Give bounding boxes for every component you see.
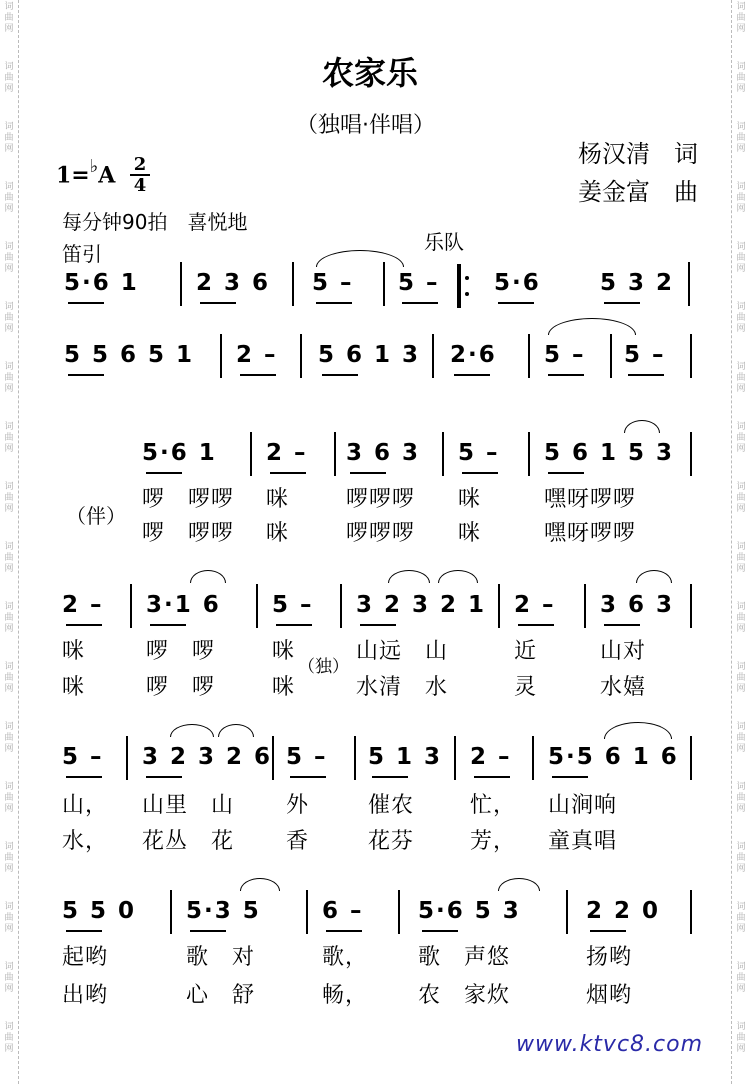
measure-notes: 5 6 1 5 3 [544, 440, 675, 466]
watermark-text: 词曲网 [4, 1022, 14, 1054]
rhythm-underline [548, 374, 584, 376]
site-logo-text: www.ktvc8.com [516, 1032, 704, 1057]
rhythm-underline [270, 472, 306, 474]
rhythm-underline [240, 374, 276, 376]
rhythm-underline [322, 374, 358, 376]
rhythm-underline [462, 472, 498, 474]
rhythm-underline [360, 624, 396, 626]
lyric-verse-1: 山远 山 [356, 639, 449, 664]
rhythm-underline [548, 472, 584, 474]
measure-notes: 5·5 6 1 6 [548, 744, 679, 770]
measure-notes: 5 – [62, 744, 104, 770]
measure-notes: 5 5 0 [62, 898, 137, 924]
barline [220, 334, 222, 378]
watermark-text: 词曲网 [736, 662, 746, 694]
measure-notes: 5 – [286, 744, 328, 770]
measure-notes: 3 6 3 [600, 592, 675, 618]
measure-notes: 5 – [272, 592, 314, 618]
rhythm-underline [604, 624, 640, 626]
watermark-text: 词曲网 [4, 422, 14, 454]
slur [636, 570, 672, 583]
barline [292, 262, 294, 306]
lyric-verse-1: 近 [514, 639, 538, 664]
watermark-text: 词曲网 [736, 962, 746, 994]
barline [340, 584, 342, 628]
watermark-text: 词曲网 [736, 122, 746, 154]
lyric-verse-1: 扬哟 [586, 945, 633, 970]
measure-notes: 5 6 1 3 [318, 342, 421, 368]
measure-notes: 5 1 3 [368, 744, 443, 770]
time-signature-bottom: 4 [133, 175, 147, 196]
watermark-text: 词曲网 [736, 302, 746, 334]
lyric-verse-2: 花丛 花 [142, 829, 235, 854]
measure-notes: 5 – [544, 342, 586, 368]
measure-notes: 2 – [470, 744, 512, 770]
rhythm-underline [66, 624, 102, 626]
barline [300, 334, 302, 378]
watermark-text: 词曲网 [736, 62, 746, 94]
lyric-verse-2: 啰 啰啰 [142, 521, 235, 546]
rhythm-underline [590, 930, 626, 932]
measure-notes: 5 – [624, 342, 666, 368]
barline [584, 584, 586, 628]
lyric-verse-1: 山对 [600, 639, 647, 664]
measure-notes: 5 3 2 [600, 270, 675, 296]
lyric-verse-2: 农 家炊 [418, 983, 511, 1008]
measure-notes: 2 – [236, 342, 278, 368]
barline [354, 736, 356, 780]
band-label: 乐队 [424, 230, 464, 254]
time-signature [130, 156, 150, 194]
barline [383, 262, 385, 306]
lyric-verse-2: 咪 [272, 675, 296, 700]
time-signature-top: 2 [133, 154, 147, 175]
slur [240, 878, 280, 891]
lyric-verse-1: 啰 啰 [146, 639, 216, 664]
song-subtitle: （独唱·伴唱） [296, 113, 435, 138]
rhythm-underline [66, 930, 102, 932]
key-note: A [98, 162, 116, 189]
intro-label: 笛引 [62, 242, 102, 266]
rhythm-underline [190, 930, 226, 932]
rhythm-underline [422, 930, 458, 932]
flat-sign: ♭ [89, 156, 99, 177]
watermark-text: 词曲网 [736, 242, 746, 274]
lyric-verse-2: 啰啰啰 [346, 521, 416, 546]
rhythm-underline [604, 302, 640, 304]
key-signature [56, 158, 115, 188]
rhythm-underline [498, 302, 534, 304]
barline [170, 890, 172, 934]
measure-notes: 5·3 5 [186, 898, 261, 924]
barline [126, 736, 128, 780]
barline [398, 890, 400, 934]
lyric-verse-1: 啰啰啰 [346, 487, 416, 512]
measure-notes: 3 2 3 2 1 [356, 592, 487, 618]
key-prefix: 1= [56, 162, 90, 189]
watermark-text: 词曲网 [4, 182, 14, 214]
lyric-verse-2: 咪 [458, 521, 482, 546]
rhythm-underline [146, 472, 182, 474]
lyric-verse-2: 嘿呀啰啰 [544, 521, 637, 546]
measure-notes: 6 – [322, 898, 364, 924]
slur [170, 724, 214, 737]
watermark-text: 词曲网 [4, 962, 14, 994]
watermark-text: 词曲网 [736, 542, 746, 574]
slur [624, 420, 660, 433]
lyric-verse-2: 畅， [322, 983, 369, 1008]
lyric-verse-1: 咪 [266, 487, 290, 512]
lyric-verse-2: 出哟 [62, 983, 109, 1008]
watermark-text: 词曲网 [4, 602, 14, 634]
lyric-verse-2: 童真唱 [548, 829, 618, 854]
barline [454, 736, 456, 780]
lyric-verse-1: 咪 [62, 639, 86, 664]
rhythm-underline [518, 624, 554, 626]
repeat-dot [465, 276, 469, 280]
lyric-verse-1: 歌， [322, 945, 369, 970]
barline [130, 584, 132, 628]
barline [690, 334, 692, 378]
lyric-verse-1: 山， [62, 793, 109, 818]
watermark-text: 词曲网 [4, 2, 14, 34]
barline [334, 432, 336, 476]
lyric-verse-2: 烟哟 [586, 983, 633, 1008]
barline [528, 334, 530, 378]
lyric-verse-1: 催农 [368, 793, 415, 818]
watermark-text: 词曲网 [736, 722, 746, 754]
watermark-text: 词曲网 [736, 182, 746, 214]
measure-notes: 2·6 [450, 342, 497, 368]
slur [218, 724, 254, 737]
lyric-verse-1: 山里 山 [142, 793, 235, 818]
watermark-text: 词曲网 [736, 842, 746, 874]
lyric-verse-2: 芳， [470, 829, 517, 854]
slur [190, 570, 226, 583]
lyric-verse-1: 嘿呀啰啰 [544, 487, 637, 512]
barline [432, 334, 434, 378]
rhythm-underline [290, 776, 326, 778]
rhythm-underline [146, 776, 182, 778]
lyric-verse-2: 水清 水 [356, 675, 449, 700]
watermark-text: 词曲网 [736, 422, 746, 454]
watermark-text: 词曲网 [736, 362, 746, 394]
rhythm-underline [372, 776, 408, 778]
rhythm-underline [276, 624, 312, 626]
measure-notes: 2 3 6 [196, 270, 271, 296]
lyric-verse-2: 咪 [266, 521, 290, 546]
rhythm-underline [326, 930, 362, 932]
watermark-text: 词曲网 [4, 722, 14, 754]
rhythm-underline [200, 302, 236, 304]
barline [690, 736, 692, 780]
watermark-text: 词曲网 [4, 62, 14, 94]
barline [528, 432, 530, 476]
barline [250, 432, 252, 476]
watermark-text: 词曲网 [4, 302, 14, 334]
lyric-verse-2: 灵 [514, 675, 538, 700]
rhythm-underline [402, 302, 438, 304]
site-logo [516, 1032, 703, 1057]
barline [306, 890, 308, 934]
slur [498, 878, 540, 891]
barline [256, 584, 258, 628]
barline [180, 262, 182, 306]
watermark-text: 词曲网 [4, 842, 14, 874]
measure-notes: 5 5 6 5 1 [64, 342, 195, 368]
measure-notes: 2 2 0 [586, 898, 661, 924]
measure-notes: 5·6 [494, 270, 541, 296]
rhythm-underline [316, 302, 352, 304]
lyric-verse-2: 啰 啰 [146, 675, 216, 700]
measure-notes: 3 2 3 2 6 [142, 744, 273, 770]
rhythm-underline [628, 374, 664, 376]
measure-notes: 2 – [62, 592, 104, 618]
lyric-verse-2: 心 舒 [186, 983, 256, 1008]
repeat-bar-thick [457, 264, 461, 308]
rhythm-underline [474, 776, 510, 778]
barline [566, 890, 568, 934]
rhythm-underline [66, 776, 102, 778]
barline [532, 736, 534, 780]
slur [388, 570, 430, 583]
slur [316, 250, 404, 267]
watermark-text: 词曲网 [4, 542, 14, 574]
repeat-dot [465, 292, 469, 296]
accomp-label: （伴） [66, 504, 126, 528]
rhythm-underline [552, 776, 588, 778]
lyric-verse-1: 山涧响 [548, 793, 618, 818]
measure-notes: 5·6 1 [64, 270, 139, 296]
measure-notes: 3 6 3 [346, 440, 421, 466]
rhythm-underline [68, 302, 104, 304]
rhythm-underline [68, 374, 104, 376]
measure-notes: 5 – [398, 270, 440, 296]
barline [690, 584, 692, 628]
rhythm-underline [150, 624, 186, 626]
lyric-verse-1: 啰 啰啰 [142, 487, 235, 512]
lyric-verse-2: 花芬 [368, 829, 415, 854]
measure-notes: 5·6 5 3 [418, 898, 521, 924]
rhythm-underline [350, 472, 386, 474]
watermark-text: 词曲网 [736, 2, 746, 34]
barline [610, 334, 612, 378]
watermark-text: 词曲网 [736, 482, 746, 514]
watermark-text: 词曲网 [736, 602, 746, 634]
solo-label: （独） [298, 657, 349, 677]
composer-credit: 姜金富 曲 [578, 178, 698, 206]
lyric-verse-1: 忙， [470, 793, 517, 818]
measure-notes: 5 – [458, 440, 500, 466]
measure-notes: 2 – [266, 440, 308, 466]
lyric-verse-2: 水嬉 [600, 675, 647, 700]
watermark-text: 词曲网 [4, 362, 14, 394]
watermark-text: 词曲网 [4, 782, 14, 814]
measure-notes: 3·1 6 [146, 592, 221, 618]
measure-notes: 5·6 1 [142, 440, 217, 466]
lyric-verse-2: 香 [286, 829, 310, 854]
measure-notes: 2 – [514, 592, 556, 618]
watermark-text: 词曲网 [736, 902, 746, 934]
lyric-verse-1: 咪 [272, 639, 296, 664]
lyric-verse-2: 咪 [62, 675, 86, 700]
watermark-text: 词曲网 [736, 782, 746, 814]
slur [548, 318, 636, 335]
watermark-text: 词曲网 [4, 122, 14, 154]
slur [604, 722, 672, 739]
song-title: 农家乐 [322, 54, 419, 92]
watermark-text: 词曲网 [4, 482, 14, 514]
barline [690, 432, 692, 476]
lyric-verse-1: 歌 声悠 [418, 945, 511, 970]
watermark-text: 词曲网 [4, 242, 14, 274]
tempo-marking: 每分钟90拍 喜悦地 [62, 210, 248, 234]
lyricist-credit: 杨汉清 词 [578, 140, 698, 168]
lyric-verse-1: 歌 对 [186, 945, 256, 970]
lyric-verse-1: 咪 [458, 487, 482, 512]
barline [688, 262, 690, 306]
slur [438, 570, 478, 583]
watermark-text: 词曲网 [4, 902, 14, 934]
watermark-text: 词曲网 [4, 662, 14, 694]
barline [442, 432, 444, 476]
rhythm-underline [454, 374, 490, 376]
watermark-text: 词曲网 [736, 1022, 746, 1054]
lyric-verse-1: 外 [286, 793, 310, 818]
barline [498, 584, 500, 628]
barline [272, 736, 274, 780]
lyric-verse-1: 起哟 [62, 945, 109, 970]
lyric-verse-2: 水， [62, 829, 109, 854]
measure-notes: 5 – [312, 270, 354, 296]
barline [690, 890, 692, 934]
